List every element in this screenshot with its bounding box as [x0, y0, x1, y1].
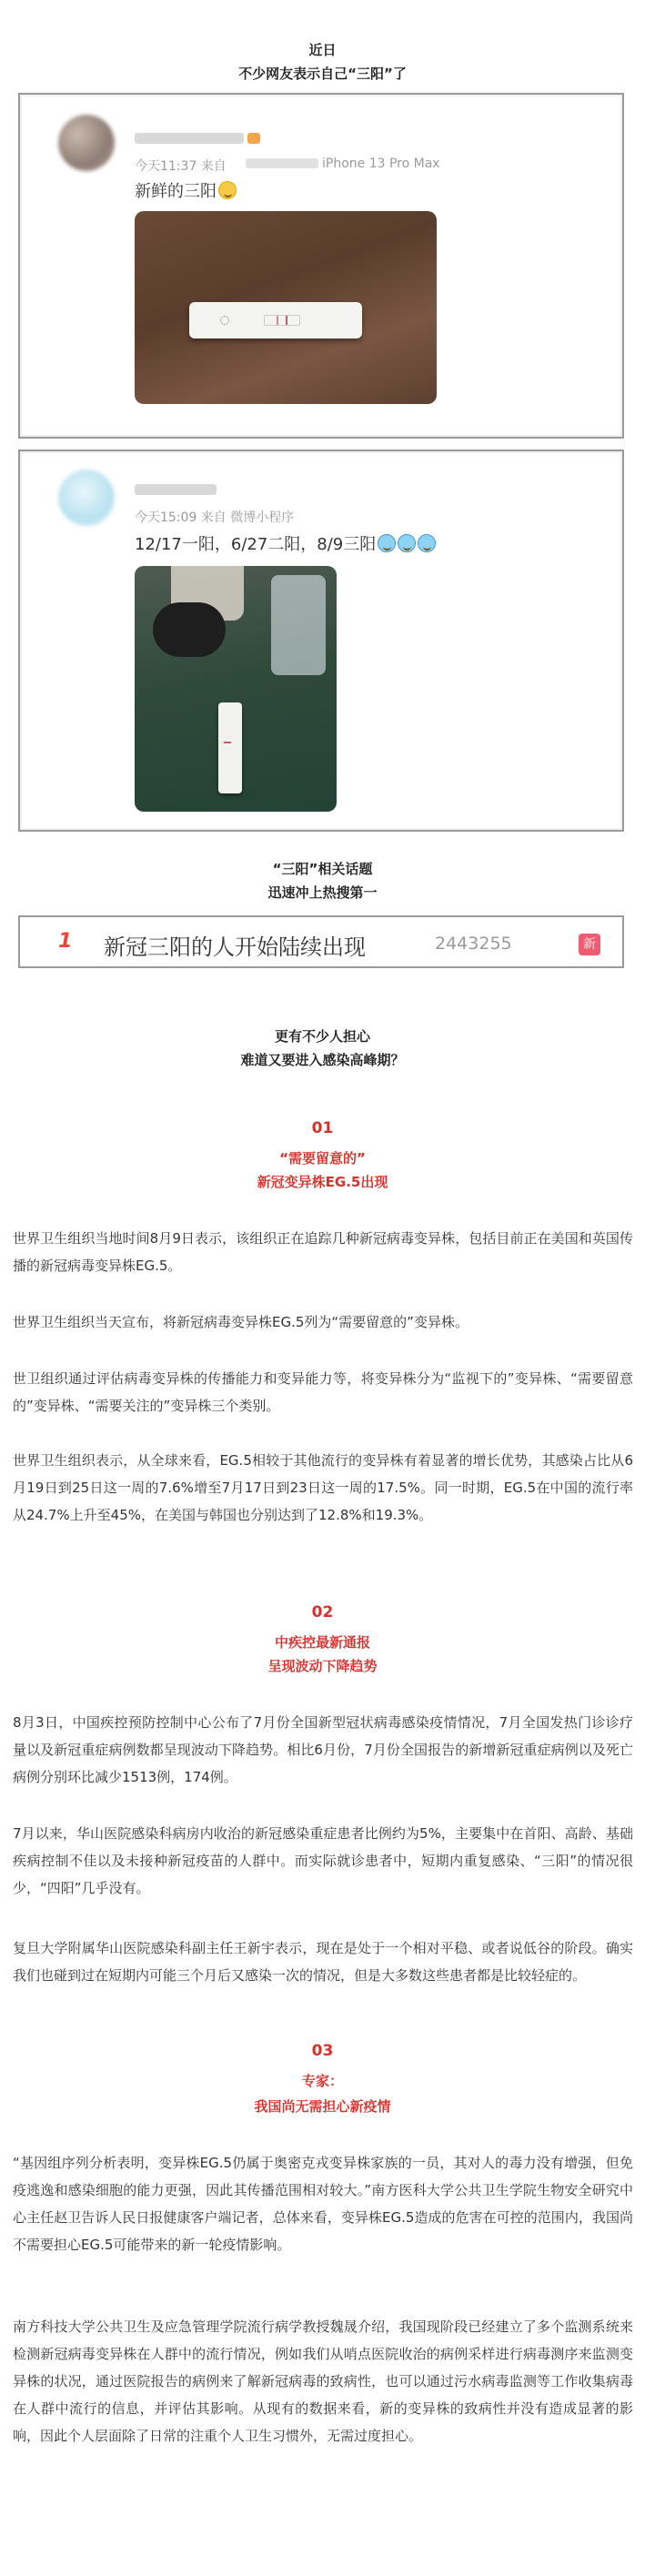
post-text: 12/17一阳，6/27二阳，8/9三阳	[135, 531, 436, 555]
paragraph: 南方科技大学公共卫生及应急管理学院流行病学教授魏晟介绍，我国现阶段已经建立了多个监测系统来检测新冠病毒变异株在人群中的流行情况，例如我们从哨点医院收治的病例采样进行病毒测序来监测变异株的状况，通过医院报告的病例来了解新冠病毒的致病性，也可以通过污水病毒监测等工作收集病毒在人群中流行的信息，并评估其影响。从现有的数据来看，新的变异株的致病性并没有造成显著的影响，因此个人层面除了日常的注重个人卫生习惯外，无需过度担心。	[13, 2318, 633, 2444]
sweat-emoji-icon	[418, 534, 436, 552]
rapid-test-photo	[135, 211, 437, 404]
post-meta: 今天15:09 来自 微博小程序	[135, 510, 295, 525]
hot-search-count: 2443255	[435, 934, 512, 954]
username-blurred	[135, 133, 244, 144]
source-blurred	[246, 158, 318, 168]
post-text: 新鲜的三阳	[135, 178, 237, 202]
paragraph: 世卫组织通过评估病毒变异株的传播能力和变异能力等，将变异株分为“监视下的”变异株、“需要留意的”变异株、“需要关注的”变异株三个类别。	[13, 1370, 633, 1414]
post-device: iPhone 13 Pro Max	[322, 157, 440, 171]
intro-line-1: 近日	[308, 42, 337, 58]
topic-line-2: 迅速冲上热搜第一	[267, 884, 378, 901]
paragraph: 世界卫生组织表示，从全球来看，EG.5相较于其他流行的变异株有着显著的增长优势，其感染占比从6月19日到25日这一周的7.6%增至7月17日到23日这一周的17.5%。同一时期，EG.5在中国的流行率从24.7%上升至45%，在美国与韩国也分别达到了12.8%和19.3%。	[13, 1452, 633, 1523]
section-title-1b: 新冠变异株EG.5出现	[257, 1174, 388, 1190]
paragraph: “基因组序列分析表明，变异株EG.5仍属于奥密克戎变异株家族的一员，其对人的毒力没有增强，但免疫逃逸和感染细胞的能力更强，因此其传播范围相对较大。”南方医科大学公共卫生学院生物安全研究中心主任赵卫告诉人民日报健康客户端记者，总体来看，变异株EG.5造成的危害在可控的范围内，我国尚不需要担心EG.5可能带来的新一轮疫情影响。	[13, 2155, 633, 2253]
avatar	[58, 470, 115, 526]
sweat-emoji-icon	[398, 534, 416, 552]
post-meta: 今天11:37 来自	[135, 159, 227, 174]
section-number-1: 01	[311, 1119, 334, 1137]
paragraph: 7月以来，华山医院感染科病房内收治的新冠感染重症患者比例约为5%，主要集中在首阳、高龄、基础疾病控制不佳以及未接种新冠疫苗的人群中。而实际就诊患者中，短期内重复感染、“三阳”的情况很少，“四阳”几乎没有。	[13, 1825, 633, 1896]
intro-line-2: 不少网友表示自己“三阳”了	[238, 66, 407, 82]
username-blurred	[135, 484, 217, 495]
question-line-2: 难道又要进入感染高峰期？	[240, 1052, 405, 1068]
vip-badge-icon	[247, 133, 260, 144]
weibo-post-screenshot-2	[18, 450, 624, 832]
section-title-3a: 专家：	[301, 2073, 343, 2089]
test-cassette	[189, 302, 362, 338]
paragraph: 世界卫生组织当天宣布，将新冠病毒变异株EG.5列为“需要留意的”变异株。	[13, 1314, 469, 1330]
section-number-3: 03	[311, 2042, 334, 2060]
section-title-2b: 呈现波动下降趋势	[267, 1658, 378, 1674]
section-title-1a: “需要留意的”	[279, 1150, 366, 1167]
hot-search-item[interactable]	[18, 915, 624, 968]
topic-line-1: “三阳”相关话题	[272, 861, 373, 877]
section-title-2a: 中疾控最新通报	[274, 1634, 370, 1651]
question-line-1: 更有不少人担心	[274, 1028, 370, 1045]
test-cassette	[218, 702, 242, 793]
smile-emoji-icon	[218, 181, 237, 199]
avatar	[58, 115, 115, 171]
paragraph: 世界卫生组织当地时间8月9日表示，该组织正在追踪几种新冠病毒变异株，包括目前正在美国和英国传播的新冠病毒变异株EG.5。	[13, 1230, 633, 1274]
new-badge: 新	[579, 934, 600, 955]
rapid-test-photo	[135, 566, 337, 812]
hot-search-title: 新冠三阳的人开始陆续出现	[104, 934, 366, 960]
hot-search-rank: 1	[58, 930, 73, 953]
sweat-emoji-icon	[378, 534, 396, 552]
paragraph: 8月3日，中国疾控预防控制中心公布了7月份全国新型冠状病毒感染疫情情况，7月全国发热门诊诊疗量以及新冠重症病例数都呈现波动下降趋势。相比6月份，7月份全国报告的新增新冠重症病例以及死亡病例分别环比减少1513例，174例。	[13, 1714, 633, 1785]
weibo-post-screenshot-1	[18, 93, 624, 439]
section-title-3b: 我国尚无需担心新疫情	[254, 2098, 391, 2115]
paragraph: 复旦大学附属华山医院感染科副主任王新宇表示，现在是处于一个相对平稳、或者说低谷的阶段。确实我们也碰到过在短期内可能三个月后又感染一次的情况，但是大多数这些患者都是比较轻症的。	[13, 1940, 633, 1984]
section-number-2: 02	[311, 1603, 334, 1621]
